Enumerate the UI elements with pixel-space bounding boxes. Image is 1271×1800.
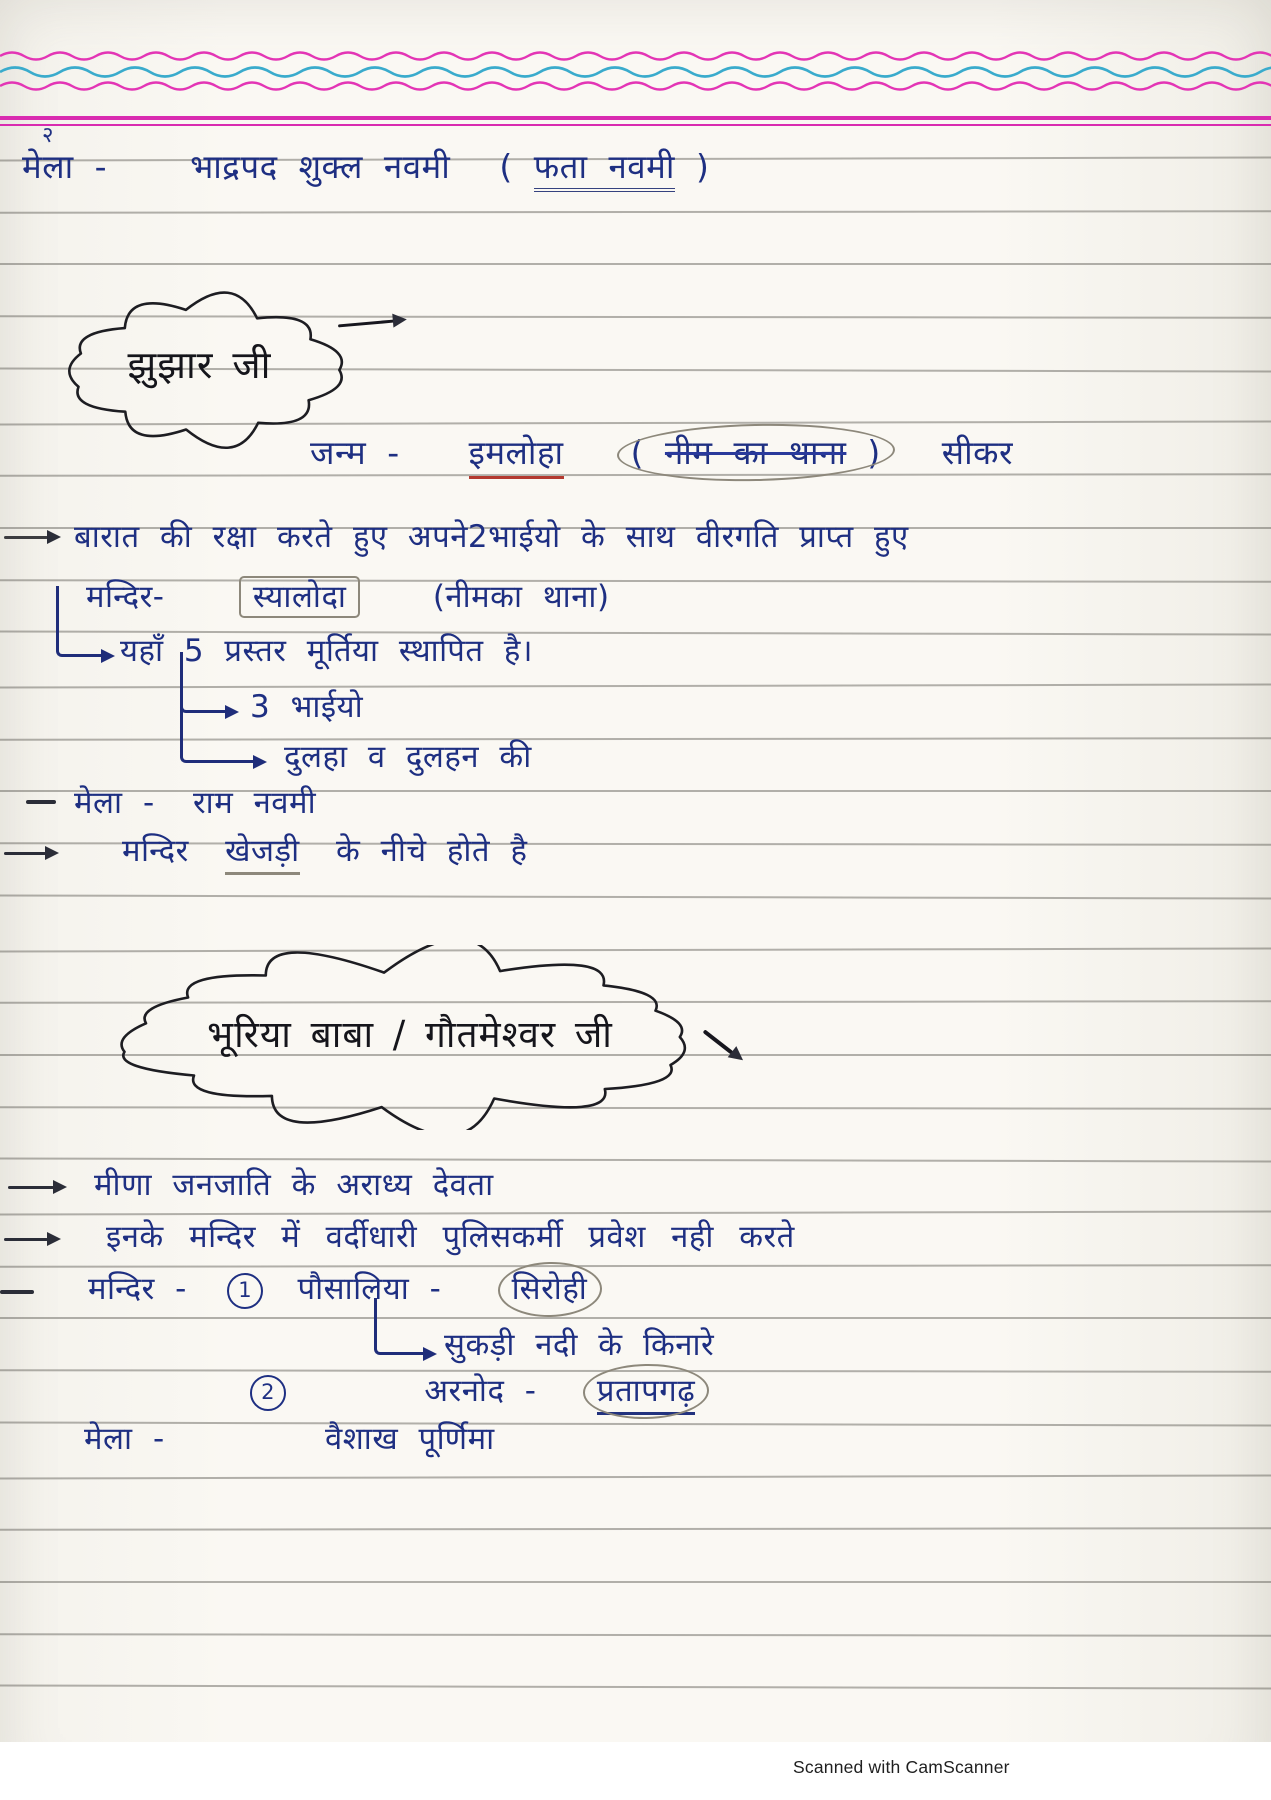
temple-line-bhuriya-2	[250, 1372, 695, 1411]
idols-note: यहाँ 5 प्रस्तर मूर्तिया स्थापित है।	[120, 633, 534, 669]
idols-detail-1: 3 भाईयो	[250, 689, 364, 725]
temple-line-jhunjhar	[86, 578, 610, 617]
temple-line-bhuriya-1	[88, 1270, 587, 1309]
birth-label: जन्म -	[310, 433, 400, 472]
fair-label: मेला -	[22, 147, 108, 186]
fair-highlight: फता नवमी	[534, 147, 675, 192]
bullet-dash-icon	[0, 1290, 34, 1294]
birth-place: इमलोहा	[469, 433, 564, 479]
fair-line-jhunjhar	[74, 784, 316, 823]
khejri-note	[122, 832, 527, 871]
temple-label: मन्दिर -	[88, 1271, 187, 1307]
numbered-circle-2: 2	[250, 1375, 286, 1411]
bracket-open: (	[499, 147, 513, 186]
fair-value: वैशाख पूर्णिमा	[324, 1421, 495, 1457]
section-title-bhuriya: भूरिया बाबा / गौतमेश्वर जी	[207, 1013, 613, 1056]
temple1-district-text: सिरोही	[511, 1271, 588, 1307]
bullet-arrow-icon	[8, 1186, 54, 1189]
khejri-prefix: मन्दिर	[122, 833, 189, 869]
fair-label: मेला -	[74, 785, 155, 821]
birth-thana-oval	[631, 432, 881, 473]
bhuriya-point-2: इनके मन्दिर में वर्दीधारी पुलिसकर्मी प्रवेश नही करते	[106, 1219, 795, 1255]
scanner-footer-bar	[0, 1742, 1271, 1800]
khejri-suffix: के नीचे होते है	[336, 833, 528, 869]
fair-value: भाद्रपद शुक्ल नवमी	[190, 147, 451, 186]
temple1-name: पौसालिया -	[297, 1271, 442, 1307]
fair-value: राम नवमी	[192, 785, 317, 821]
birth-line	[310, 432, 1013, 473]
birth-district: सीकर	[941, 433, 1013, 472]
bracket-close: )	[695, 147, 710, 186]
section-title-jhunjhar: झुझार जी	[127, 343, 272, 387]
temple2-district	[597, 1372, 695, 1411]
temple-label: मन्दिर-	[86, 579, 165, 615]
top-fair-line	[22, 146, 709, 187]
idols-detail-2: दुलहा व दुलहन की	[284, 739, 532, 775]
elbow-arrow-icon	[56, 586, 101, 657]
bullet-arrow-icon	[4, 1238, 48, 1241]
temple2-name: अरनोद -	[424, 1373, 537, 1409]
temple1-district	[512, 1270, 588, 1309]
elbow-arrow-icon	[180, 652, 253, 763]
martyr-line: बारात की रक्षा करते हुए अपने2भाईयो के साथ वीरगति प्राप्त हुए	[74, 519, 909, 555]
bullet-arrow-icon	[4, 852, 46, 855]
temple-name: स्यालोदा	[239, 576, 361, 618]
bullet-arrow-icon	[4, 536, 48, 539]
camscanner-watermark: Scanned with CamScanner	[793, 1757, 1010, 1777]
fair-line-bhuriya	[84, 1420, 495, 1459]
bracket-close: )	[867, 433, 881, 472]
bhuriya-point-1: मीणा जनजाति के अराध्य देवता	[94, 1167, 494, 1203]
temple-bracket: (नीमका थाना)	[432, 579, 610, 615]
birth-thana: नीम का थाना	[664, 433, 847, 472]
serial-number: २	[42, 123, 54, 148]
temple2-district-text: प्रतापगढ़	[597, 1373, 695, 1415]
temple1-river-note: सुकड़ी नदी के किनारे	[444, 1327, 715, 1363]
decorative-top-border	[0, 0, 1271, 140]
numbered-circle-1: 1	[227, 1273, 263, 1309]
elbow-arrow-icon	[374, 1298, 423, 1355]
bracket-open: (	[630, 433, 644, 472]
bullet-dash-icon	[26, 800, 56, 804]
khejri-highlight: खेजड़ी	[225, 833, 299, 875]
fair-label: मेला -	[84, 1421, 165, 1457]
